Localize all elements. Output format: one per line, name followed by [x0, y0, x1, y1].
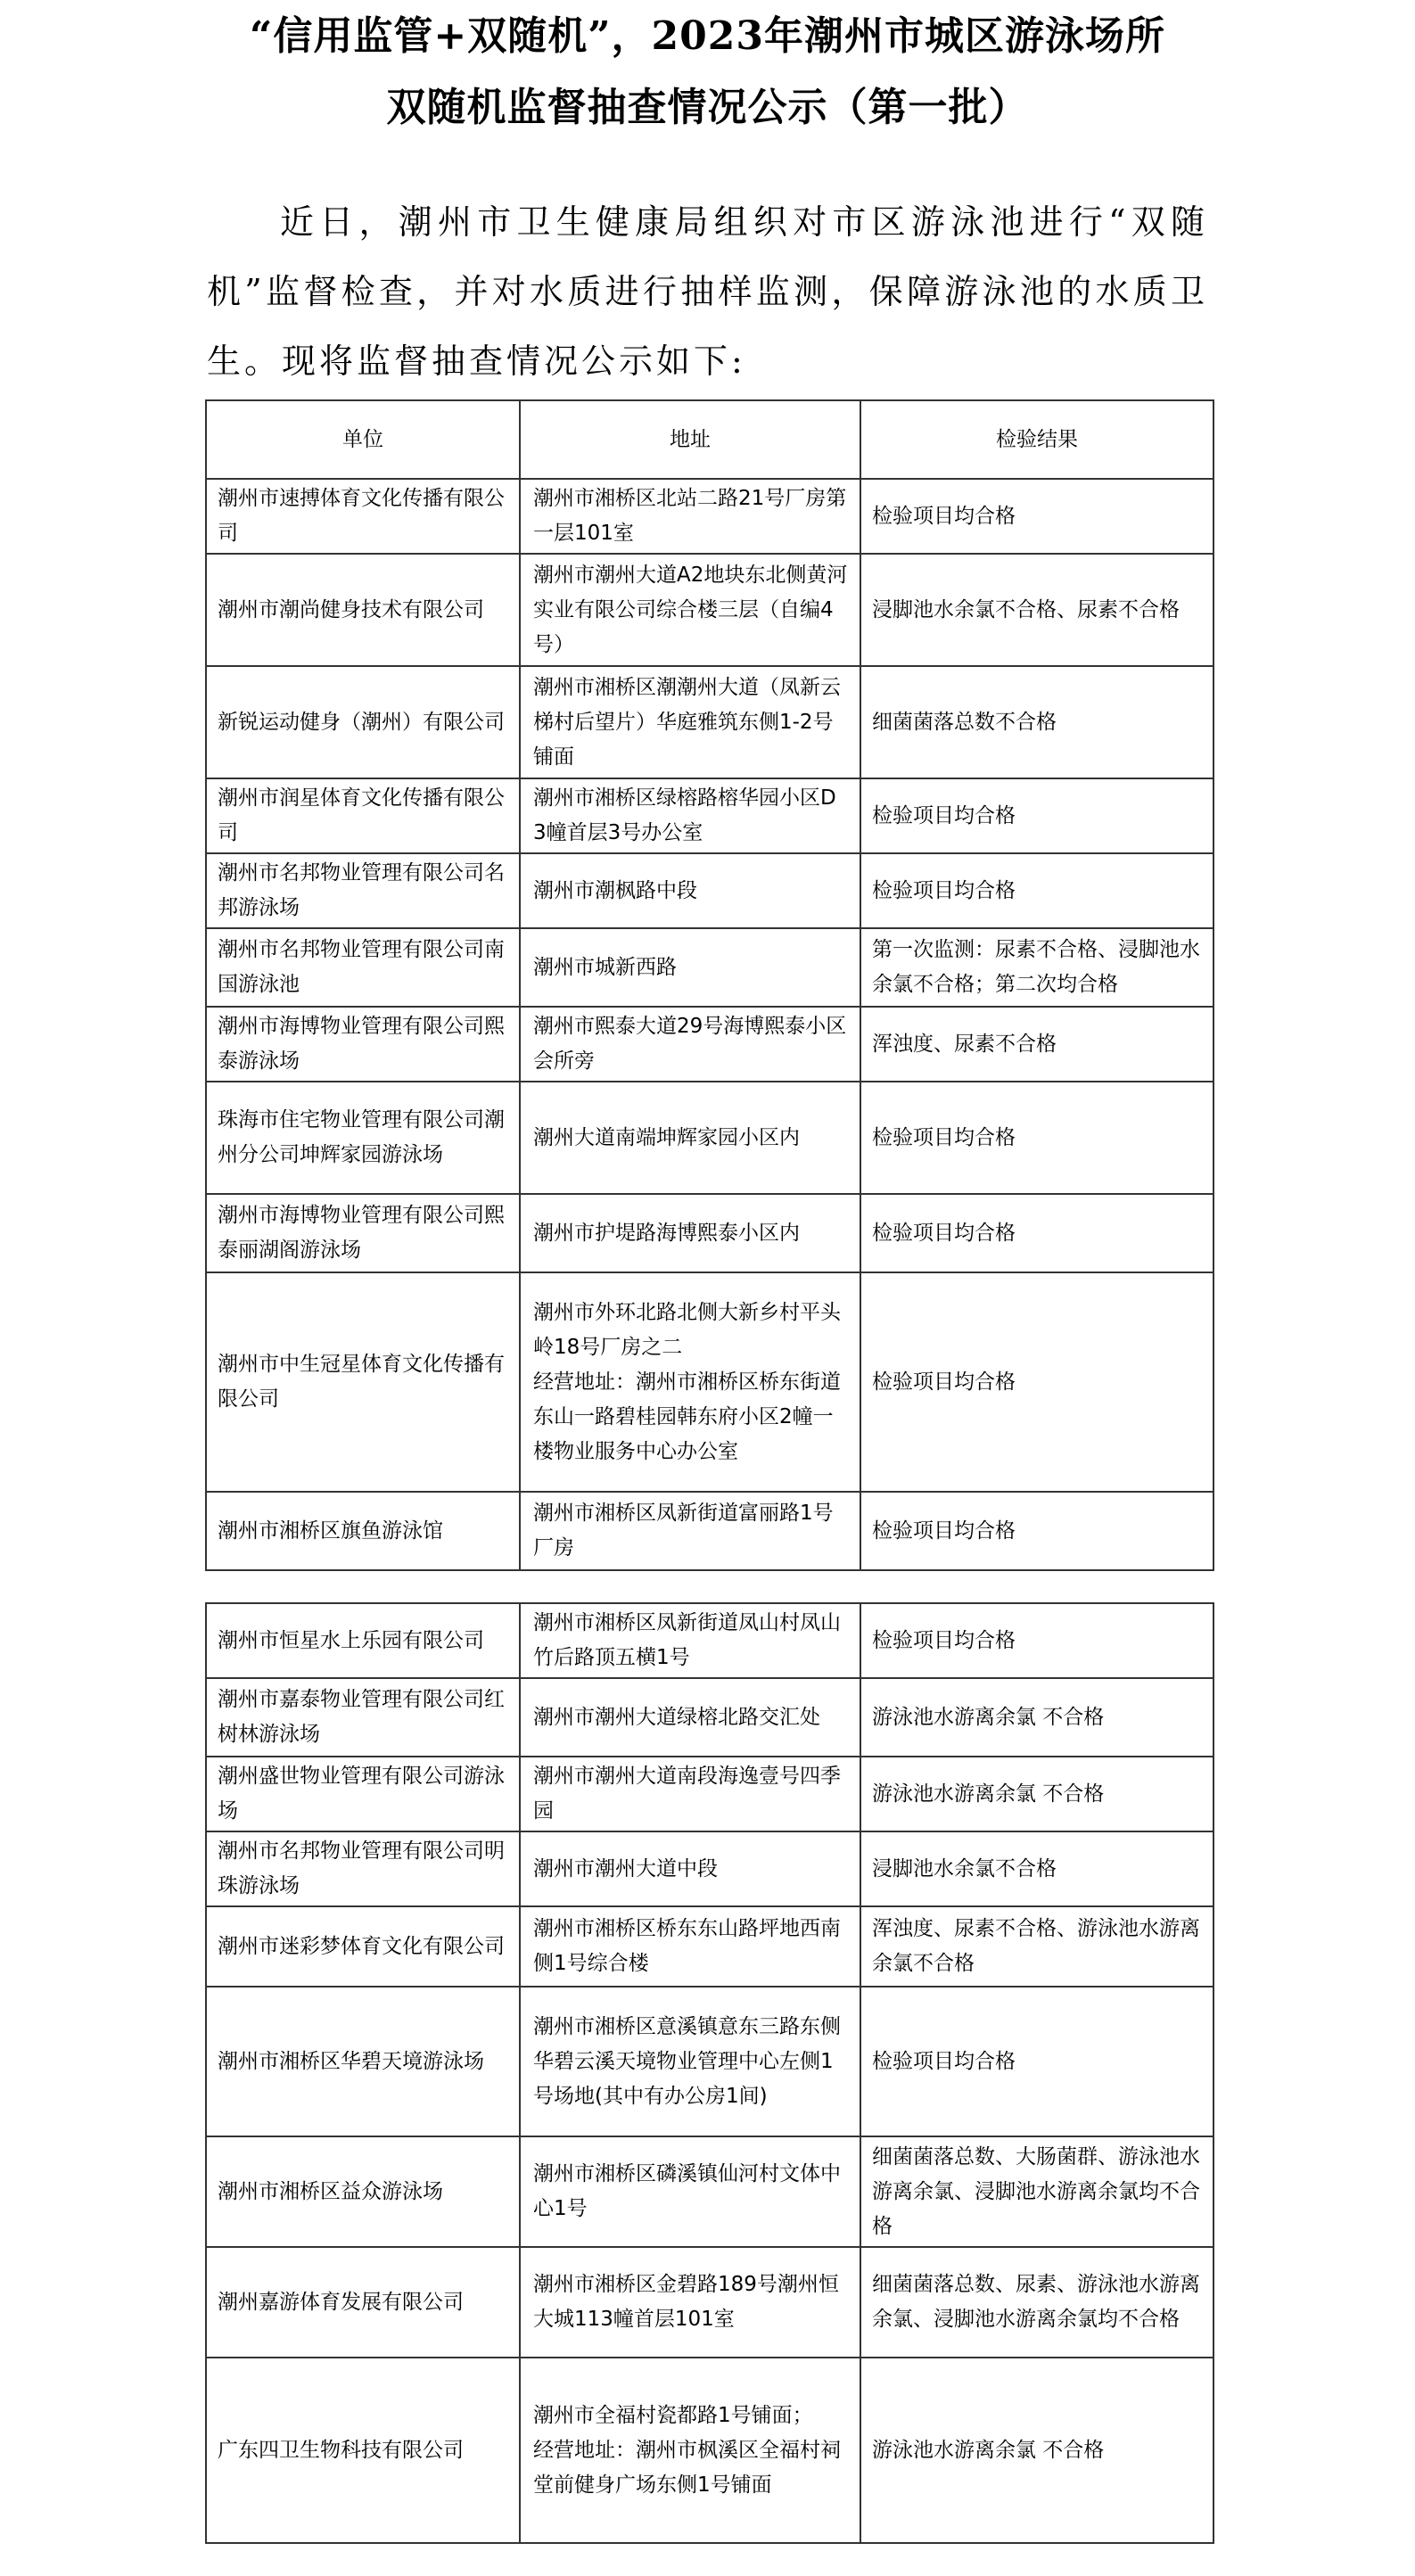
address-cell — [520, 1272, 860, 1492]
address-line: 潮州市潮州大道A2地块东北侧黄河实业有限公司综合楼三层（自编4号） — [533, 563, 848, 656]
unit-cell: 潮州盛世物业管理有限公司游泳场 — [206, 1757, 520, 1831]
address-line: 潮州市湘桥区意溪镇意东三路东侧华碧云溪天境物业管理中心左侧1号场地(其中有办公房1间) — [533, 2014, 841, 2108]
address-cell — [520, 2247, 860, 2358]
address-line: 潮州市潮州大道南段海逸壹号四季园 — [533, 1765, 841, 1823]
table-row — [206, 666, 1213, 778]
address-cell — [520, 479, 860, 554]
address-cell — [520, 1757, 860, 1831]
address-line: 潮州市外环北路北侧大新乡村平头岭18号厂房之二 — [533, 1300, 841, 1359]
address-cell — [520, 853, 860, 928]
unit-cell: 珠海市住宅物业管理有限公司潮州分公司坤辉家园游泳场 — [206, 1082, 520, 1194]
inspection-table-part-2 — [205, 1602, 1214, 2544]
unit-cell: 新锐运动健身（潮州）有限公司 — [206, 666, 520, 778]
address-cell — [520, 1987, 860, 2136]
table-row — [206, 1831, 1213, 1906]
document-title-line-2: 双随机监督抽查情况公示（第一批） — [386, 85, 1029, 130]
inspection-table-part-1 — [205, 399, 1214, 1571]
result-cell: 第一次监测：尿素不合格、浸脚池水余氯不合格；第二次均合格 — [860, 928, 1213, 1007]
table-row — [206, 2136, 1213, 2247]
unit-cell: 潮州市名邦物业管理有限公司南国游泳池 — [206, 928, 520, 1007]
address-cell — [520, 1831, 860, 1906]
address-cell — [520, 1082, 860, 1194]
header-unit: 单位 — [206, 400, 520, 479]
table-row — [206, 1603, 1213, 1678]
address-cell — [520, 1678, 860, 1757]
result-cell: 检验项目均合格 — [860, 853, 1213, 928]
address-cell — [520, 778, 860, 853]
table-row — [206, 778, 1213, 853]
table-row — [206, 1194, 1213, 1272]
address-line: 潮州市湘桥区北站二路21号厂房第一层101室 — [533, 487, 847, 545]
table-row — [206, 1757, 1213, 1831]
address-cell — [520, 928, 860, 1007]
result-cell: 细菌菌落总数不合格 — [860, 666, 1213, 778]
unit-cell: 潮州市恒星水上乐园有限公司 — [206, 1603, 520, 1678]
table-row — [206, 2358, 1213, 2543]
table-header-row — [206, 400, 1213, 479]
unit-cell: 潮州嘉游体育发展有限公司 — [206, 2247, 520, 2358]
result-cell: 检验项目均合格 — [860, 1492, 1213, 1570]
result-cell: 细菌菌落总数、尿素、游泳池水游离余氯、浸脚池水游离余氯均不合格 — [860, 2247, 1213, 2358]
table-row — [206, 1906, 1213, 1987]
table-row — [206, 554, 1213, 666]
unit-cell: 潮州市名邦物业管理有限公司名邦游泳场 — [206, 853, 520, 928]
address-cell — [520, 1194, 860, 1272]
table-row — [206, 1272, 1213, 1492]
address-cell — [520, 2136, 860, 2247]
result-cell: 游泳池水游离余氯 不合格 — [860, 1678, 1213, 1757]
address-cell — [520, 666, 860, 778]
address-line: 潮州市城新西路 — [533, 955, 677, 979]
address-cell — [520, 554, 860, 666]
unit-cell: 潮州市湘桥区旗鱼游泳馆 — [206, 1492, 520, 1570]
address-line: 潮州市全福村瓷都路1号铺面； — [533, 2403, 813, 2427]
table-row — [206, 1492, 1213, 1570]
address-cell — [520, 1492, 860, 1570]
address-line: 潮州市湘桥区潮潮州大道（凤新云梯村后望片）华庭雅筑东侧1-2号铺面 — [533, 675, 841, 769]
address-cell — [520, 1007, 860, 1082]
unit-cell: 潮州市嘉泰物业管理有限公司红树林游泳场 — [206, 1678, 520, 1757]
address-line: 潮州市湘桥区凤新街道凤山村凤山竹后路顶五横1号 — [533, 1611, 841, 1669]
unit-cell: 潮州市名邦物业管理有限公司明珠游泳场 — [206, 1831, 520, 1906]
table-row — [206, 1678, 1213, 1757]
address-line: 潮州市潮州大道绿榕北路交汇处 — [533, 1705, 820, 1729]
result-cell: 游泳池水游离余氯 不合格 — [860, 1757, 1213, 1831]
result-cell: 检验项目均合格 — [860, 1987, 1213, 2136]
unit-cell: 潮州市湘桥区华碧天境游泳场 — [206, 1987, 520, 2136]
address-line: 潮州市潮枫路中段 — [533, 878, 697, 902]
address-cell — [520, 2358, 860, 2543]
table-row — [206, 1007, 1213, 1082]
address-line: 潮州大道南端坤辉家园小区内 — [533, 1125, 800, 1149]
address-line: 经营地址：潮州市枫溪区全福村祠堂前健身广场东侧1号铺面 — [533, 2438, 841, 2497]
result-cell: 浑浊度、尿素不合格 — [860, 1007, 1213, 1082]
address-line: 潮州市熙泰大道29号海博熙泰小区会所旁 — [533, 1015, 847, 1073]
result-cell: 细菌菌落总数、大肠菌群、游泳池水游离余氯、浸脚池水游离余氯均不合格 — [860, 2136, 1213, 2247]
address-line: 潮州市湘桥区磷溪镇仙河村文体中心1号 — [533, 2162, 841, 2220]
unit-cell: 广东四卫生物科技有限公司 — [206, 2358, 520, 2543]
address-cell — [520, 1906, 860, 1987]
intro-paragraph: 近日，潮州市卫生健康局组织对市区游泳池进行“双随机”监督检查，并对水质进行抽样监测，保障游泳池的水质卫生。现将监督抽查情况公示如下: — [207, 202, 1208, 381]
table-row — [206, 1082, 1213, 1194]
table-row — [206, 479, 1213, 554]
result-cell: 游泳池水游离余氯 不合格 — [860, 2358, 1213, 2543]
address-cell — [520, 1603, 860, 1678]
address-line: 潮州市湘桥区金碧路189号潮州恒大城113幢首层101室 — [533, 2273, 839, 2331]
unit-cell: 潮州市速搏体育文化传播有限公司 — [206, 479, 520, 554]
unit-cell: 潮州市潮尚健身技术有限公司 — [206, 554, 520, 666]
result-cell: 检验项目均合格 — [860, 1082, 1213, 1194]
unit-cell: 潮州市海博物业管理有限公司熙泰游泳场 — [206, 1007, 520, 1082]
address-line: 潮州市护堤路海博熙泰小区内 — [533, 1221, 800, 1245]
result-cell: 浸脚池水余氯不合格、尿素不合格 — [860, 554, 1213, 666]
unit-cell: 潮州市润星体育文化传播有限公司 — [206, 778, 520, 853]
address-line: 潮州市湘桥区绿榕路榕华园小区D3幢首层3号办公室 — [533, 786, 836, 844]
document-title-line-1: “信用监管+双随机”，2023年潮州市城区游泳场所 — [250, 13, 1165, 59]
table-row — [206, 928, 1213, 1007]
result-cell: 检验项目均合格 — [860, 1603, 1213, 1678]
address-line: 潮州市潮州大道中段 — [533, 1856, 718, 1881]
unit-cell: 潮州市海博物业管理有限公司熙泰丽湖阁游泳场 — [206, 1194, 520, 1272]
result-cell: 检验项目均合格 — [860, 1194, 1213, 1272]
table-row — [206, 1987, 1213, 2136]
result-cell: 浑浊度、尿素不合格、游泳池水游离余氯不合格 — [860, 1906, 1213, 1987]
header-result: 检验结果 — [860, 400, 1213, 479]
table-row — [206, 853, 1213, 928]
result-cell: 检验项目均合格 — [860, 1272, 1213, 1492]
result-cell: 检验项目均合格 — [860, 479, 1213, 554]
result-cell: 检验项目均合格 — [860, 778, 1213, 853]
unit-cell: 潮州市迷彩梦体育文化有限公司 — [206, 1906, 520, 1987]
address-line: 经营地址：潮州市湘桥区桥东街道东山一路碧桂园韩东府小区2幢一楼物业服务中心办公室 — [533, 1370, 841, 1463]
result-cell: 浸脚池水余氯不合格 — [860, 1831, 1213, 1906]
address-line: 潮州市湘桥区凤新街道富丽路1号厂房 — [533, 1502, 834, 1560]
table-row — [206, 2247, 1213, 2358]
unit-cell: 潮州市中生冠星体育文化传播有限公司 — [206, 1272, 520, 1492]
address-line: 潮州市湘桥区桥东东山路坪地西南侧1号综合楼 — [533, 1917, 841, 1975]
unit-cell: 潮州市湘桥区益众游泳场 — [206, 2136, 520, 2247]
header-address: 地址 — [520, 400, 860, 479]
